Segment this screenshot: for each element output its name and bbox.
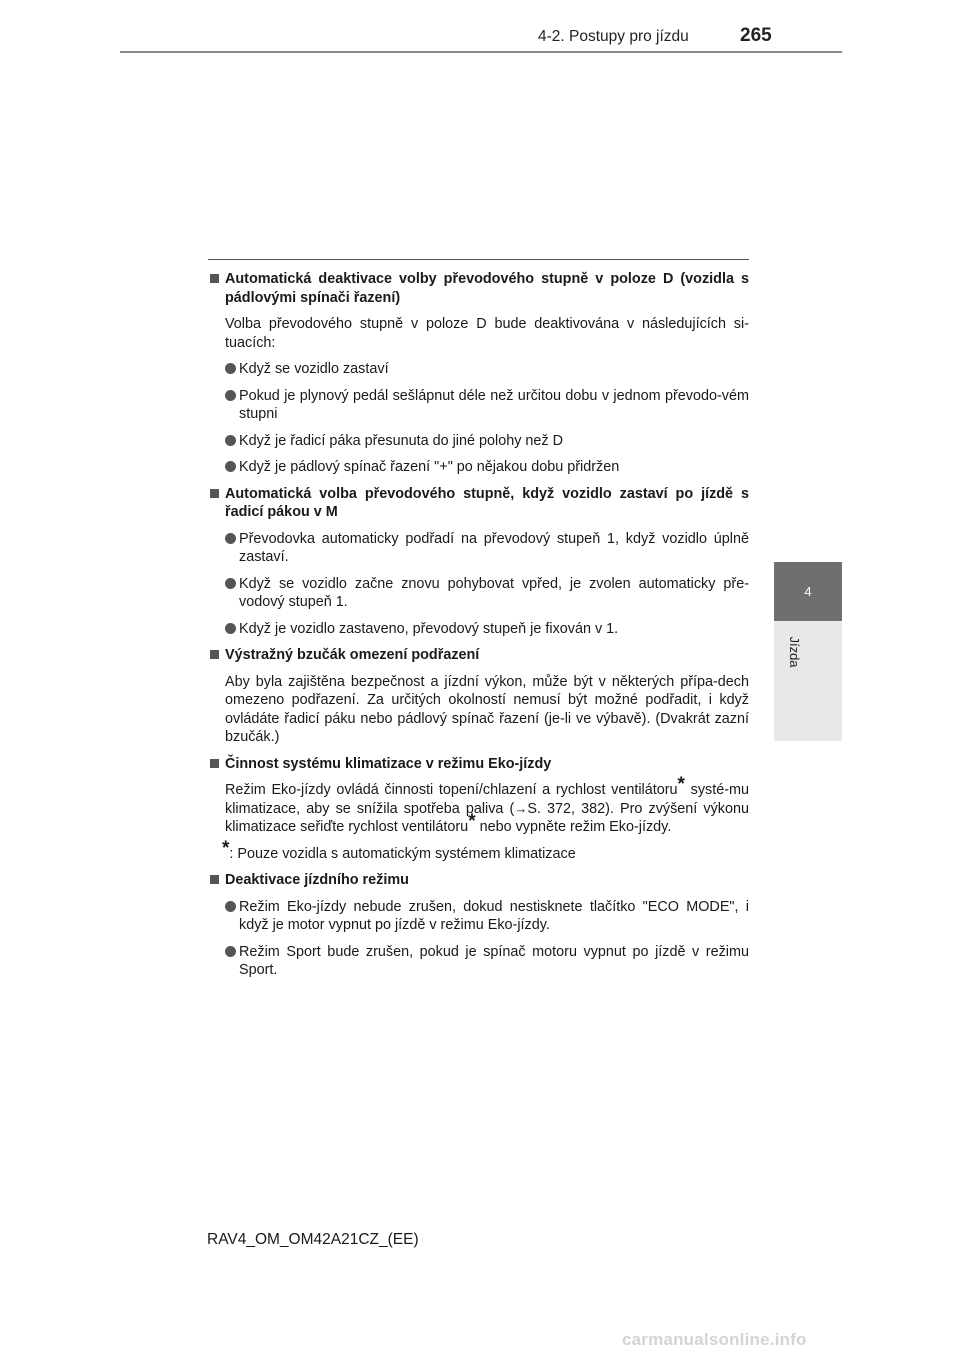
- chapter-tab-label: Jízda: [787, 636, 803, 668]
- list-item: Když je řadicí páka přesunuta do jiné polohy než D: [210, 432, 749, 451]
- square-bullet-icon: [210, 875, 219, 884]
- list-item: Převodovka automaticky podřadí na převodový stupeň 1, když vozidlo úplně zastaví.: [210, 530, 749, 567]
- circle-bullet-icon: [225, 363, 236, 374]
- square-bullet-icon: [210, 489, 219, 498]
- arrow-right-icon: →: [514, 800, 528, 816]
- page-number: 265: [740, 25, 772, 46]
- asterisk-mark: *: [222, 837, 230, 859]
- section-paragraph: Aby byla zajištěna bezpečnost a jízdní výkon, může být v některých přípa-dech omezeno podřazení. Za určitých okolností nemusí být možné podřadit, i když ovládáte řadicí páku nebo pádlový spínač řazení (je-li ve výbavě). (Dvakrát zazní bzučák.): [225, 673, 749, 745]
- list-item: Režim Eko-jízdy nebude zrušen, dokud nestisknete tlačítko "ECO MODE", i když je motor vypnut po jízdě v režimu Eko-jízdy.: [210, 898, 749, 935]
- square-bullet-icon: [210, 759, 219, 768]
- content-divider: [208, 259, 749, 260]
- footnote: *: Pouze vozidla s automatickým systémem klimatizace: [222, 837, 576, 862]
- asterisk-mark: *: [468, 811, 476, 832]
- document-code: RAV4_OM_OM42A21CZ_(EE): [207, 1231, 419, 1248]
- list-item: Když se vozidlo začne znovu pohybovat vpřed, je zvolen automaticky pře-vodový stupeň 1.: [210, 575, 749, 612]
- circle-bullet-icon: [225, 461, 236, 472]
- section-title: Výstražný bzučák omezení podřazení: [210, 646, 749, 665]
- section-header: 4-2. Postupy pro jízdu: [538, 28, 689, 45]
- section-title: Deaktivace jízdního režimu: [210, 871, 749, 890]
- list-item: Když je vozidlo zastaveno, převodový stupeň je fixován v 1.: [210, 620, 749, 639]
- chapter-tab-number: 4: [774, 562, 842, 621]
- section-paragraph: Režim Eko-jízdy ovládá činnosti topení/chlazení a rychlost ventilátoru* systé-mu klimatizace, aby se snížila spotřeba paliva (→S. 372, 382). Pro zvýšení výkonu klimatizace seřiďte rychlost ventilátoru* nebo vypněte režim Eko-jízdy.: [225, 774, 749, 835]
- main-content: [210, 270, 749, 988]
- circle-bullet-icon: [225, 578, 236, 589]
- square-bullet-icon: [210, 274, 219, 283]
- circle-bullet-icon: [225, 623, 236, 634]
- header-divider: [120, 51, 842, 53]
- watermark: carmanualsonline.info: [622, 1330, 807, 1349]
- circle-bullet-icon: [225, 533, 236, 544]
- section-title: Automatická deaktivace volby převodového stupně v poloze D (vozidla s pádlovými spínači řazení): [210, 270, 749, 307]
- circle-bullet-icon: [225, 946, 236, 957]
- section-title: Činnost systému klimatizace v režimu Eko-jízdy: [210, 755, 749, 774]
- circle-bullet-icon: [225, 435, 236, 446]
- list-item: Pokud je plynový pedál sešlápnut déle než určitou dobu v jednom převodo-vém stupni: [210, 387, 749, 424]
- list-item: Když se vozidlo zastaví: [210, 360, 749, 379]
- circle-bullet-icon: [225, 901, 236, 912]
- section-paragraph: Volba převodového stupně v poloze D bude deaktivována v následujících si-tuacích:: [225, 316, 749, 351]
- list-item: Režim Sport bude zrušen, pokud je spínač motoru vypnut po jízdě v režimu Sport.: [210, 943, 749, 980]
- list-item: Když je pádlový spínač řazení "+" po nějakou dobu přidržen: [210, 458, 749, 477]
- section-title: Automatická volba převodového stupně, když vozidlo zastaví po jízdě s řadicí pákou v M: [210, 485, 749, 522]
- asterisk-mark: *: [677, 774, 685, 795]
- square-bullet-icon: [210, 650, 219, 659]
- circle-bullet-icon: [225, 390, 236, 401]
